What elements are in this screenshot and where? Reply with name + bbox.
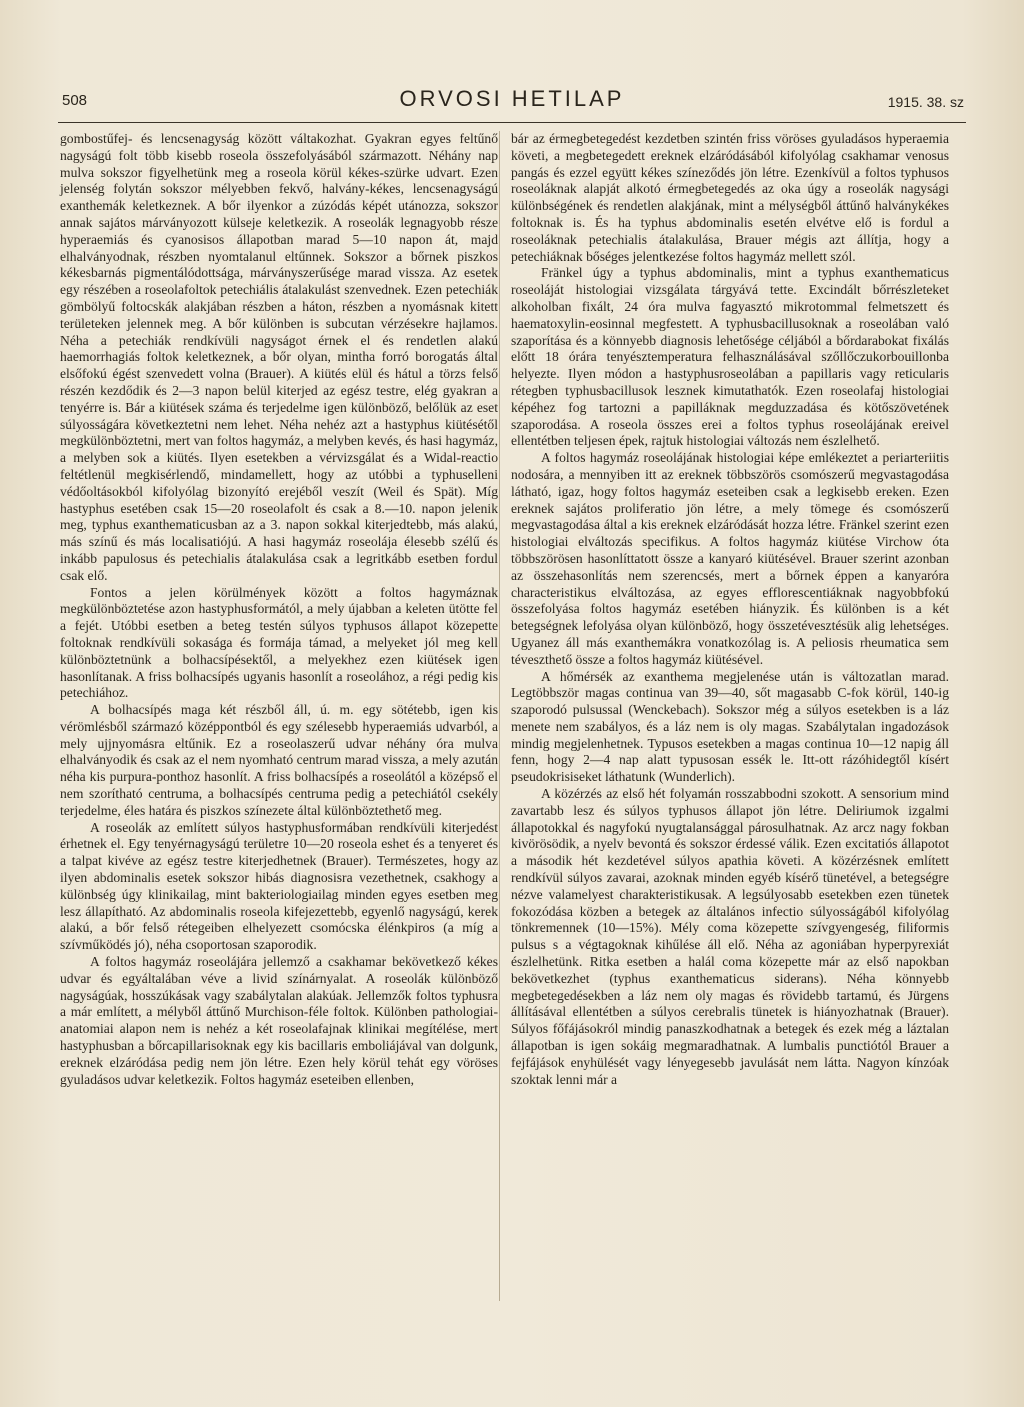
page-number: 508 [62, 92, 88, 109]
paragraph: Fränkel úgy a typhus abdominalis, mint a typhus exanthematicus roseoláját histologiai vizsgálata tárgyává tette. Excindált bőrrészleteket alkoholban fixált, 24 óra mulva fagyasztó mikrotommal felmetszett és haematoxylin-eosinnal megfestett. A typhusbacillusoknak a roseolában való szaporítása és a könnyebb diagnosis lehetősége céljából a bőrdarabokat fixálás előtt 18 órára tenyésztemperatura felhasználásával szőllőczukorbouillonba helyezte. Ilyen módon a hastyphusroseolában a papillaris vagy reticularis rétegben typhusbacillusok lesznek kimutathatók. Ezen roseolafaj histologiai képéhez fog tartozni a papilláknak megduzzadása és kötőszövetének szaporodása. A roseola összes erei a foltos typhus roseolájának ereivel ellentétben teljesen épek, rajtuk histologiai változás nem észlelhető. [511, 265, 949, 449]
page-header [58, 88, 966, 123]
right-column [511, 131, 949, 1088]
paragraph: gombostűfej- és lencsenagyság között váltakozhat. Gyakran egyes feltűnő nagyságú folt több kisebb roseola összefolyásából származott. Néhány nap mulva sokszor figyelhetünk meg a roseola körül kékes-szürke udvart. Ezen jelenség folytán sokszor mélyebben fekvő, halvány-kékes, lencsenagyságú exanthemák keletkeznek. A bőr ilyenkor a zúzódás képét utánozza, sokszor annak sajátos márványozott külseje keletkezik. A roseolák legnagyobb része hyperaemiás és cyanosisos állapotban marad 5—10 napon át, majd elhalványodnak, részben nyomtalanul eltűnnek. Sokszor a bőrnek piszkos kékesbarnás pigmentálódottsága, márványszerűsége marad vissza. Az esetek egy részében a roseolafoltok petechiális átalakulást szenvednek. Ezen petechiák gömbölyű foltocskák alakjában részben a háton, részben a nyomásnak kitett területeken jelennek meg. A bőr különben is subcutan vérzésekre hajlamos. Néha a petechiák rendkívüli nagyságot érnek el és rendetlen alakú haemorrhagiás foltok keletkeznek, a bőr olyan, mintha forró borogatás által elsőfokú égést szenvedett volna (Brauer). A kiütés elül és hátul a törzs felső részén kezdődik és 2—3 napon belül kiterjed az egész testre, elég gyakran a tenyérre is. Bár a kiütések száma és terjedelme igen különböző, belőlük az eset súlyosságára következtetni nem lehet. Néha nehéz azt a hastyphus kiütésétől megkülönböztetni, mert van foltos hagymáz, a melyben kevés, és hasi hagymáz, a melyben sok a kiütés. Ilyen esetekben a vérvizsgálat és a Widal-reactio feltétlenül megkisérlendő, mindamellett, hogy az utóbbi a typhuselleni védőoltásokból kifolyólag bizonyító erejéből veszít (Weil és Spät). Míg hastyphus esetében csak 15—20 roseolafolt és csak a 8.—10. napon jelenik meg, typhus exanthematicusban az a 3. napon sokkal kiterjedtebb, más alakú, más színű és más localisatiójú. A hasi hagymáz roseolája élesebb szélű és inkább papulosus és petechialis átalakulása csak a legritkább esetben fordul csak elő. [60, 131, 498, 583]
left-column [60, 131, 498, 1088]
paragraph: A foltos hagymáz roseolájára jellemző a csakhamar bekövetkező kékes udvar és egyáltalában véve a livid színárnyalat. A roseolák különböző nagyságúak, hosszúkásak vagy szabálytalan alakúak. Jellemzők foltos typhusra a már említett, a mélyből áttűnő Murchison-féle foltok. Különben pathologiai-anatomiai alapon nem is nehéz a két roseolafajnak klinikai megítélése, mert hastyphusban a bőrcapillarisoknak egy kis bacillaris emboliájával van dolgunk, ereknek elzáródása pedig nem jön létre. Ezen hely körül tehát egy vöröses gyuladásos udvar keletkezik. Foltos hagymáz eseteiben ellenben, [60, 954, 498, 1087]
paragraph: A közérzés az első hét folyamán rosszabbodni szokott. A sensorium mind zavartabb lesz és súlyos typhusos állapot jön létre. Deliriumok izgalmi állapotokkal és nagyfokú nyugtalansággal párosulhatnak. Az arcz nagy fokban kivörösödik, a nyelv bevontá és sokszor érdessé válik. Ezen excitatiós állapotot a második hét kezdetével súlyos apathia követi. A közérzésnek említett rendkívül súlyos zavarai, azoknak minden egyéb kísérő tünetével, a betegségre nézve valamelyest charakteristikusak. A legsúlyosabb esetekben ezen tünetek fokozódása közben a betegek az általános infectio súlyosságából kifolyólag tönkremennek (10—15%). Mély coma közepette szívgyengeség, filiformis pulsus s a végtagoknak kihűlése áll elő. Néha az agoniában hyperpyrexiát észlelhetünk. Ritka esetben a halál coma közepette már az első napokban bekövetkezhet (typhus exanthematicus siderans). Néha könnyebb megbetegedésekben a láz nem oly magas és rövidebb tartamú, és Jürgens állításával ellentétben a súlyos cerebralis tünetek is hiányozhatnak (Brauer). Súlyos főfájásokról mindig panaszkodhatnak a betegek és ezek még a láztalan állapotban is igen sokáig megmaradhatnak. A lumbalis punctiótól Brauer a fejfájások enyhülését vagy lényegesebb javulását nem látta. Nagyon kínzóak szoktak lenni már a [511, 786, 949, 1087]
journal-title: ORVOSI HETILAP [399, 86, 625, 111]
paragraph: A roseolák az említett súlyos hastyphusformában rendkívüli kiterjedést érhetnek el. Egy tenyérnagyságú területre 10—20 roseola eshet és a tenyeret és a talpat kivéve az egész testre kiterjedhetnek (Brauer). Természetes, hogy az ilyen abdominalis esetek sokszor hibás diagnosisra vezethetnek, csakhogy a különbség úgy klinikailag, mint bakteriologiailag minden egyes esetben meg lesz állapítható. Az abdominalis roseola kifejezettebb, egyenlő nagyságú, kerek alakú, a bőr felső rétegeiben elhelyezett csomócska élénkpiros (a míg a szívműködés jó), néha csoportosan szaporodik. [60, 819, 498, 953]
paragraph: A bolhacsípés maga két részből áll, ú. m. egy sötétebb, igen kis vérömlésből származó középpontból és egy szélesebb hyperaemiás udvarból, a mely ujjnyomásra eltűnik. Ez a roseolaszerű udvar néhány óra mulva elhalványodik és csak az el nem nyomható centrum marad vissza, a mely azután néha kis purpura-ponthoz hasonlít. A friss bolhacsípés a roseolától a középső el nem szorítható centruma, a bolhacsípés centruma pedig a petechiától csekély terjedelme, éles határa és piszkos színezete által különböztethető meg. [60, 702, 498, 818]
paragraph: Fontos a jelen körülmények között a foltos hagymáznak megkülönböztetése azon hastyphusformától, a mely újabban a keleten ütötte fel a fejét. Utóbbi esetben a beteg testén súlyos typhusos állapot közepette foltoknak rendkívüli sokasága és formája támad, a melyeket jól meg kell különböztetnünk a bolhacsípésektől, a melyekhez ezen kiütések igen hasonlítanak. A friss bolhacsípés ugyanis hasonlít a roseolához, a régi pedig kis petechiához. [60, 584, 498, 701]
paragraph: bár az érmegbetegedést kezdetben szintén friss vöröses gyuladásos hyperaemia követi, a megbetegedett ereknek elzáródásából kifolyólag csakhamar venosus pangás és ezzel együtt kékes színeződés jön létre. Ezenkívül a foltos typhusos roseoláknak alapját alkotó érmegbetegedés az oka úgy a roseolák nagysági különbségének és rendetlen alakjának, mint a mélységből áttűnő halványkékes foltoknak is. És ha typhus abdominalis esetén elvétve elő is fordul a roseoláknak petechialis átalakulása, Brauer mégis azt állítja, hogy a petechiáknak bőséges jelentkezése foltos hagymáz mellett szól. [511, 131, 949, 264]
paragraph: A foltos hagymáz roseolájának histologiai képe emlékeztet a periarteriitis nodosára, a mennyiben itt az ereknek többszörös csomószerű megvastagodása látható, igaz, hogy foltos hagymáz eseteiben csak a legkisebb ereken. Ezen ereknek sajátos proliferatio jön létre, a mely tömege és csomószerű megvastagodása által a kis ereknek elzáródását hozza létre. Fränkel szerint ezen histologiai elváltozás specifikus. A foltos hagymáz kiütése Virchow óta többszörösen hasonlíttatott össze a kanyaró kiütésével. Brauer szerint azonban az összehasonlítás nem szerencsés, mert a bőrnek éppen a kanyaróra characteristikus elváltozása, az egyes efflorescentiáknak nagyobbfokú összefolyása foltos hagymáz esetében hiányzik. És különben is a két betegségnek lefolyása olyan különböző, hogy összetévesztésük alig lehetséges. Ugyanez áll más exanthemákra vonatkozólag is. A peliosis rheumatica sem téveszthető össze a foltos hagymáz kiütésével. [511, 450, 949, 667]
paragraph: A hőmérsék az exanthema megjelenése után is változatlan marad. Legtöbbször magas continua van 39—40, sőt magasabb C-fok körül, 140-ig szaporodó pulsussal (Wenckebach). Sokszor még a súlyos esetekben is a láz menete nem szabályos, és a láz nem is oly magas. Szabálytalan ingadozások mindig megjelenhetnek. Typusos esetekben a magas continua 10—12 napig áll fenn, hogy 2—4 nap alatt typusosan essék le. Itt-ott rázóhidegtől kísért pseudokrisiseket láthatunk (Wunderlich). [511, 668, 949, 785]
column-divider [499, 131, 500, 1301]
issue-label: 1915. 38. sz [887, 94, 964, 110]
